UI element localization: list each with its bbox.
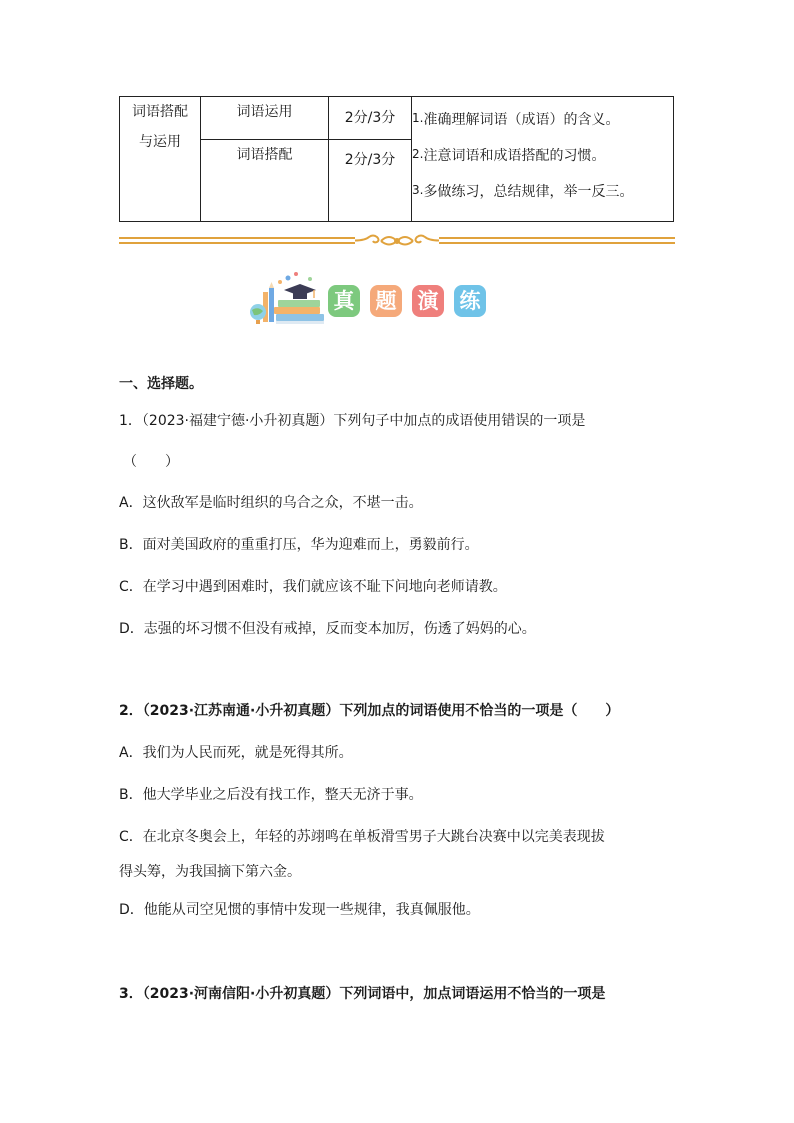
category-line-1: 词语搭配: [132, 104, 188, 120]
question-1-blank: （ ）: [123, 454, 179, 470]
question-2-stem: 2．（2023·江苏南通·小升初真题）下列加点的词语使用不恰当的一项是（ ）: [119, 703, 620, 719]
question-1-stem: 1．（2023·福建宁德·小升初真题）下列句子中加点的成语使用错误的一项是: [119, 413, 586, 429]
question-2-option-d: D．他能从司空见惯的事情中发现一些规律，我真佩服他。: [119, 902, 480, 918]
score-cell: 2分/3分: [329, 140, 412, 222]
ornamental-divider: [119, 233, 675, 249]
tip-2: 2.注意词语和成语搭配的习惯。: [412, 147, 606, 164]
banner-char-3: 演: [412, 285, 444, 317]
summary-table: [119, 96, 674, 222]
question-1-option-c: C．在学习中遇到困难时，我们就应该不耻下问地向老师请教。: [119, 579, 507, 595]
practice-banner: [246, 270, 508, 328]
question-3-stem: 3．（2023·河南信阳·小升初真题）下列词语中，加点词语运用不恰当的一项是: [119, 986, 606, 1002]
banner-char-2: 题: [370, 285, 402, 317]
banner-char-1: 真: [328, 285, 360, 317]
question-2-option-c-cont: 得头筹，为我国摘下第六金。: [119, 864, 301, 880]
scroll-ornament-icon: [355, 236, 439, 245]
category-cell: [120, 97, 201, 222]
item-cell: 词语搭配: [201, 140, 329, 222]
section-title: 一、选择题。: [119, 376, 203, 392]
item-cell: 词语运用: [201, 97, 329, 140]
question-2-option-b: B．他大学毕业之后没有找工作，整天无济于事。: [119, 787, 423, 803]
question-2-option-c: C．在北京冬奥会上，年轻的苏翊鸣在单板滑雪男子大跳台决赛中以完美表现拔: [119, 829, 605, 845]
tip-1: 1.准确理解词语（成语）的含义。: [412, 111, 620, 128]
books-graduation-cap-icon: [246, 270, 328, 328]
banner-title: [328, 285, 486, 317]
question-1-option-b: B．面对美国政府的重重打压，华为迎难而上，勇毅前行。: [119, 537, 479, 553]
tip-3: 3.多做练习，总结规律，举一反三。: [412, 183, 634, 200]
question-1-option-d: D．志强的坏习惯不但没有戒掉，反而变本加厉，伤透了妈妈的心。: [119, 621, 536, 637]
category-line-2: 与运用: [139, 134, 181, 150]
banner-char-4: 练: [454, 285, 486, 317]
question-1-option-a: A．这伙敌军是临时组织的乌合之众，不堪一击。: [119, 495, 423, 511]
question-2-option-a: A．我们为人民而死，就是死得其所。: [119, 745, 353, 761]
tips-cell: [412, 97, 674, 222]
table-row: [120, 97, 674, 140]
score-cell: 2分/3分: [329, 97, 412, 140]
